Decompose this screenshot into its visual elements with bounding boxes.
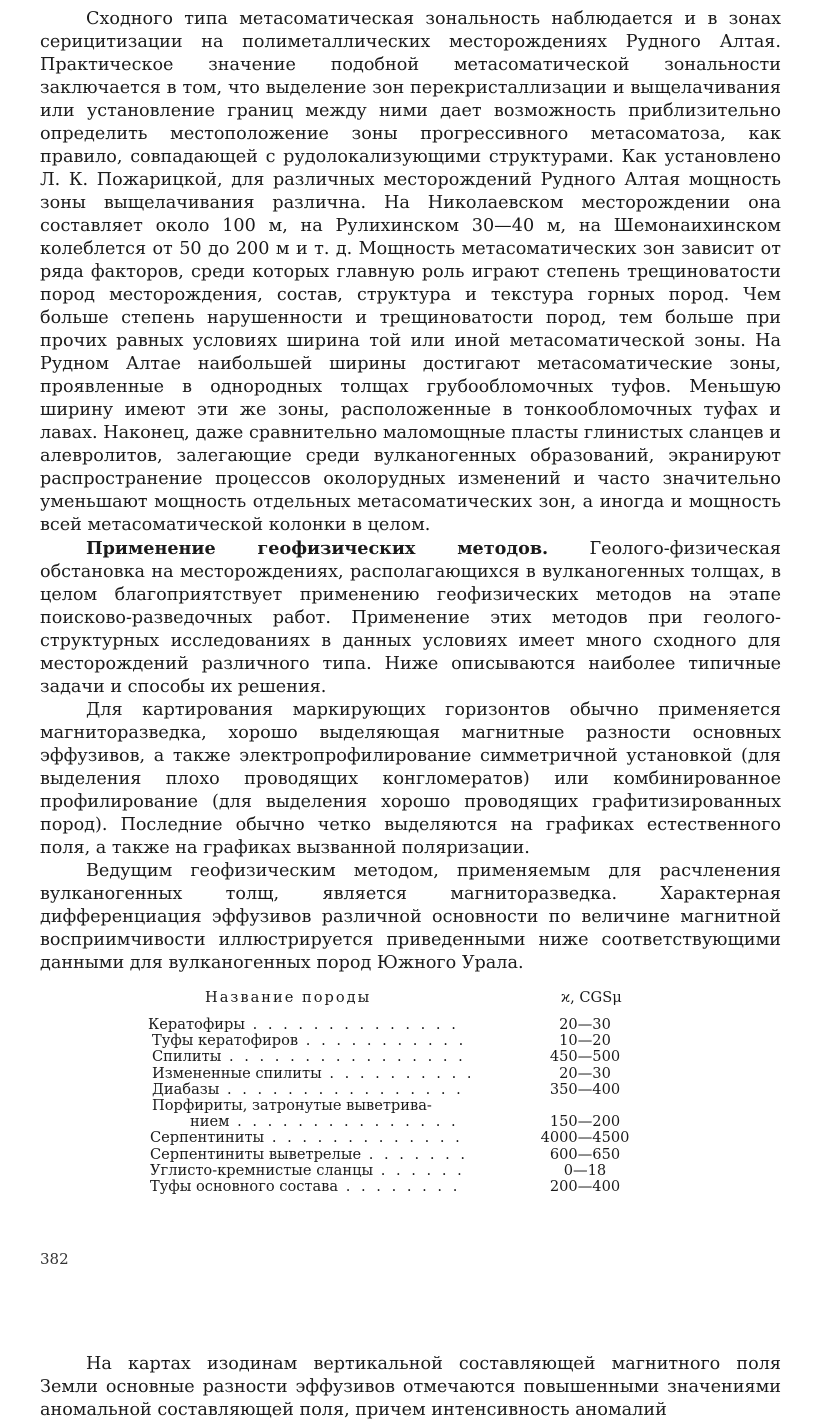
paragraph-isodynam-maps: На картах изодинам вертикальной составляющей магнитного поля Земли основные разности эффузивов отмечаются повышенными значениями аномальной составляющей поля, причем интенсивность аномалий	[40, 1354, 781, 1420]
table-row	[40, 1017, 781, 1033]
rock-name: Туфы основного состава . . .	[150, 1179, 468, 1195]
rock-value: 150—200	[549, 1113, 621, 1131]
paragraph-geophysics-body: Геолого-физическая обстановка на месторождениях, располагающихся в вулканогенных толщах, в целом благоприятствует применению геофизических методов на этапе поисково-разведочных работ. Применение этих методов при геолого-структурных исследованиях в данных условиях имеет много сходного для месторождений различного типа. Ниже описываются наиболее типичные задачи и способы их решения.	[40, 539, 781, 697]
table-row	[40, 1066, 781, 1082]
rock-value: 4000—4500	[540, 1129, 630, 1147]
paragraph-geophysics	[40, 537, 781, 699]
section-heading: Применение геофизических методов.	[86, 538, 549, 559]
table-rows	[40, 1017, 781, 1195]
rock-value: 450—500	[549, 1048, 621, 1066]
rock-name: Углисто-кремнистые сланцы . . .	[150, 1163, 468, 1179]
rock-name: Туфы кератофиров . . .	[152, 1033, 470, 1049]
rock-name: Кератофиры . . .	[148, 1017, 466, 1033]
table-row	[40, 1033, 781, 1049]
table-row	[40, 1130, 781, 1146]
rock-name: Спилиты . . .	[152, 1049, 470, 1065]
table-row	[40, 1114, 781, 1130]
paragraph-mapping: Для картирования маркирующих горизонтов обычно применяется магниторазведка, хорошо выделяющая магнитные разности основных эффузивов, а также электропрофилирование симметричной установкой (для выделения плохо проводящих конгломератов) или комбинированное профилирование (для выделения хорошо проводящих графитизированных пород). Последние обычно четко выделяются на графиках естественного поля, а также на графиках вызванной поляризации.	[40, 700, 781, 858]
rock-value: 20—30	[559, 1064, 611, 1082]
rock-name: Порфириты, затронутые выветрива-	[152, 1097, 432, 1114]
rock-name: Диабазы . . .	[152, 1082, 470, 1098]
column-header-susceptibility: ϰ, CGSμ	[561, 989, 622, 1006]
table-row	[40, 1179, 781, 1195]
column-header-rock-name: Название породы	[205, 989, 372, 1006]
paragraph-magnetometry: Ведущим геофизическим методом, применяемым для расчленения вулканогенных толщ, является магниторазведка. Характерная дифференциация эффузивов различной основности по величине магнитной восприимчивости иллюстрируется приведенными ниже соответствующими данными для вулканогенных пород Южного Урала.	[40, 861, 781, 973]
rock-value: 20—30	[559, 1016, 611, 1033]
rock-value: 0—18	[563, 1161, 607, 1179]
rock-value: 200—400	[549, 1177, 621, 1195]
table-row	[40, 1147, 781, 1163]
table-row	[40, 1049, 781, 1065]
rock-name: нием . . .	[190, 1114, 466, 1130]
rock-name: Серпентиниты выветрелые . . .	[150, 1147, 468, 1163]
table-header	[40, 989, 781, 1015]
rock-name: Измененные спилиты . . .	[152, 1066, 470, 1082]
table-row	[40, 1098, 781, 1114]
susceptibility-table	[40, 989, 781, 1349]
page	[40, 8, 781, 1422]
rock-name: Серпентиниты . . .	[150, 1130, 468, 1146]
paragraph-zonality: Сходного типа метасоматическая зональность наблюдается и в зонах серицитизации на полиметаллических месторождениях Рудного Алтая. Практическое значение подобной метасоматической зональности заключается в том, что выделение зон перекристаллизации и выщелачивания или установление границ между ними дает возможность приблизительно определить местоположение зоны прогрессивного метасоматоза, как правило, совпадающей с рудолокализующими структурами. Как установлено Л. К. Пожарицкой, для различных месторождений Рудного Алтая мощность зоны выщелачивания различна. На Николаевском месторождении она составляет около 100 м, на Рулихинском 30—40 м, на Шемонаихинском колеблется от 50 до 200 м и т. д. Мощность метасоматических зон зависит от ряда факторов, среди которых главную роль играют степень трещиноватости пород месторождения, состав, структура и текстура горных пород. Чем больше степень нарушенности и трещиноватости пород, тем больше при прочих равных условиях ширина той или иной метасоматической зоны. На Рудном Алтае наибольшей ширины достигают метасоматические зоны, проявленные в однородных толщах грубообломочных туфов. Меньшую ширину имеют эти же зоны, расположенные в тонкообломочных туфах и лавах. Наконец, даже сравнительно маломощные пласты глинистых сланцев и алевролитов, залегающие среди вулканогенных образований, экранируют распространение процессов околорудных изменений и часто значительно уменьшают мощность отдельных метасоматических зон, а иногда и мощность всей метасоматической колонки в целом.	[40, 9, 781, 535]
table-row	[40, 1082, 781, 1098]
rock-value: 10—20	[559, 1032, 611, 1050]
rock-value: 600—650	[549, 1145, 621, 1163]
table-row	[40, 1163, 781, 1179]
page-number: 382	[40, 1250, 69, 1268]
rock-value: 350—400	[549, 1080, 621, 1098]
